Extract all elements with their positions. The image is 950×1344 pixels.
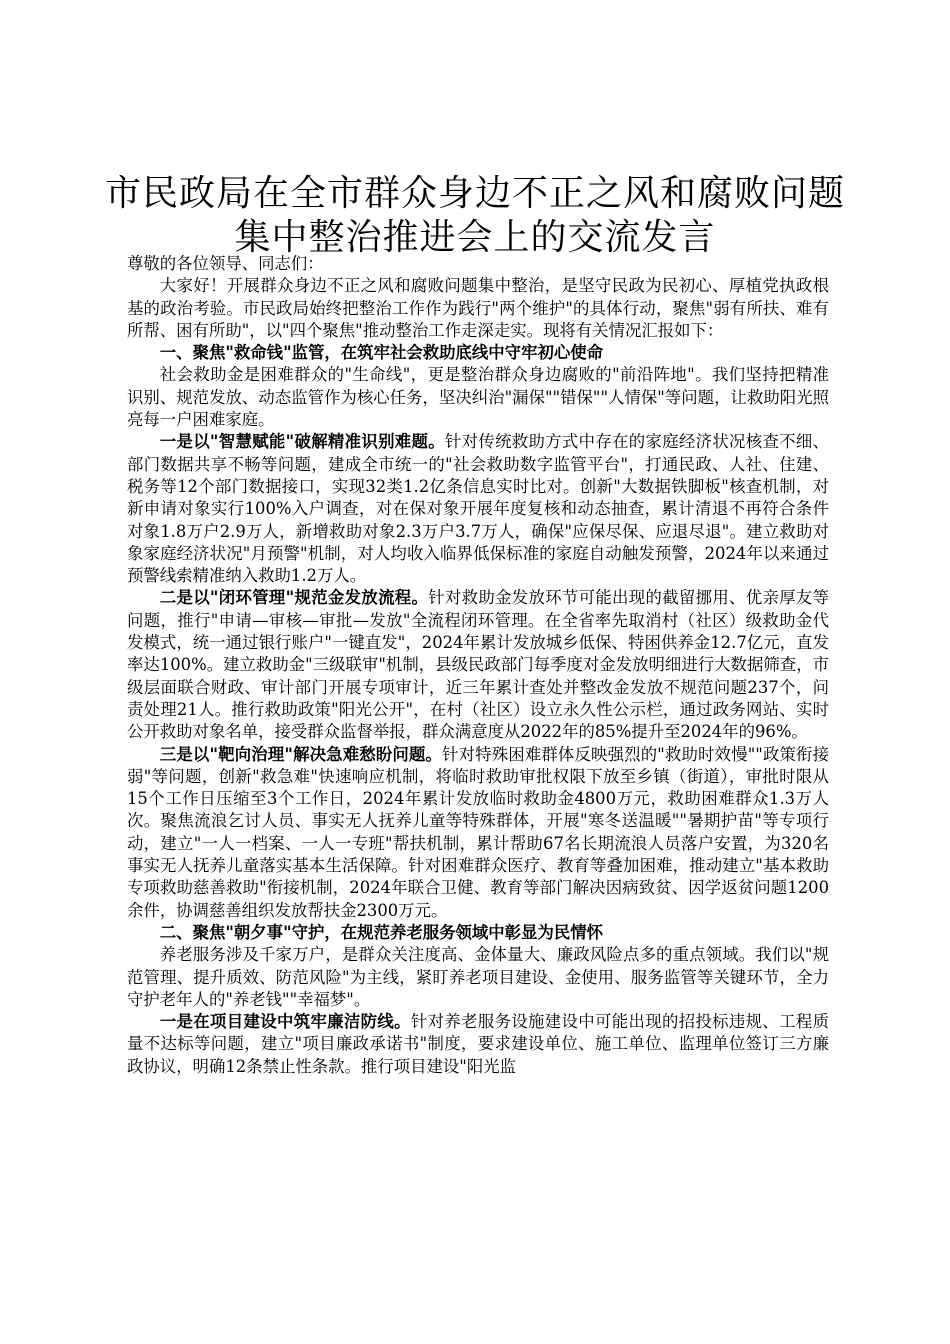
section-1-item-3-lead: 三是以"靶向治理"解决急难愁盼问题。 <box>159 744 443 764</box>
section-1-item-2-text: 针对救助金发放环节可能出现的截留挪用、优亲厚友等问题，推行"申请—审核—审批—发放"全流程闭环管理。在全省率先取消村（社区）级救助金代发模式，统一通过银行账户"一键直发"，2024年累计发放城乡低保、特困供养金12.7亿元，直发率达100%。建立救助金"三级联审"机制，县级民政部门每季度对金发放明细进行大数据筛查，市级层面联合财政、审计部门开展专项审计，近三年累计查处并整改金发放不规范问题237个，问责处理21人。推行救助政策"阳光公开"，在村（社区）设立永久性公示栏，通过政务网站、实时公开救助对象名单，接受群众监督举报，群众满意度从2022年的85%提升至2024年的96%。 <box>127 588 830 742</box>
salutation: 尊敬的各位领导、同志们： <box>127 254 324 273</box>
section-1-item-3-text: 针对特殊困难群体反映强烈的"救助时效慢""政策衔接弱"等问题，创新"救急难"快速响应机制，将临时救助审批权限下放至乡镇（街道），审批时限从15个工作日压缩至3个工作日，2024年累计发放临时救助金4800万元，救助困难群众1.3万人次。聚焦流浪乞讨人员、事实无人抚养儿童等特殊群体，开展"寒冬送温暖""暑期护苗"等专项行动，建立"一人一档案、一人一专班"帮扶机制，累计帮助67名长期流浪人员落户安置，为320名事实无人抚养儿童落实基本生活保障。针对困难群众医疗、教育等叠加困难，推动建立"基本救助专项救助慈善救助"衔接机制，2024年联合卫健、教育等部门解决因病致贫、因学返贫问题1200余件，协调慈善组织发放帮扶金2300万元。 <box>127 744 830 920</box>
section-1-item-1-lead: 一是以"智慧赋能"破解精准识别难题。 <box>159 432 445 452</box>
title-line-1: 市民政局在全市群众身边不正之风和腐败问题 <box>104 173 845 214</box>
document-body <box>127 253 829 1078</box>
section-1-item-3 <box>127 744 829 922</box>
section-2-intro: 养老服务涉及千家万户，是群众关注度高、金体量大、廉政风险点多的重点领域。我们以"规范管理、提升质效、防范风险"为主线，紧盯养老项目建设、金使用、服务监管等关键环节，全力守护老年人的"养老钱""幸福梦"。 <box>127 945 829 1009</box>
section-1-item-1-text: 针对传统救助方式中存在的家庭经济状况核查不细、部门数据共享不畅等问题，建成全市统一的"社会救助数字监管平台"，打通民政、人社、住建、税务等12个部门数据接口，实现32类1.2亿条信息实时比对。创新"大数据铁脚板"核查机制，对新申请对象实行100%入户调查，对在保对象开展年度复核和动态抽查，累计清退不再符合条件对象1.8万户2.9万人，新增救助对象2.3万户3.7万人，确保"应保尽保、应退尽退"。建立救助对象家庭经济状况"月预警"机制，对人均收入临界低保标准的家庭自动触发预警，2024年以来通过预警线索精准纳入救助1.2万人。 <box>127 432 830 586</box>
section-2-heading: 二、聚焦"朝夕事"守护，在规范养老服务领域中彰显为民情怀 <box>159 922 604 942</box>
section-1-intro: 社会救助金是困难群众的"生命线"，更是整治群众身边腐败的"前沿阵地"。我们坚持把精准识别、规范发放、动态监管作为核心任务，坚决纠治"漏保""错保""人情保"等问题，让救助阳光照亮每一户困难家庭。 <box>127 365 829 430</box>
section-1-heading: 一、聚焦"救命钱"监管，在筑牢社会救助底线中守牢初心使命 <box>159 343 604 363</box>
section-1-item-2 <box>127 587 829 743</box>
document-title <box>100 172 850 260</box>
section-2-item-1-text: 针对养老服务设施建设中可能出现的招投标违规、工程质量不达标等问题，建立"项目廉政承诺书"制度，要求建设单位、施工单位、监理单位签订三方廉政协议，明确12条禁止性条款。推行项目建设"阳光监 <box>127 1012 830 1076</box>
title-line-2: 集中整治推进会上的交流发言 <box>234 217 716 258</box>
intro-paragraph: 大家好！开展群众身边不正之风和腐败问题集中整治，是坚守民政为民初心、厚植党执政根基的政治考验。市民政局始终把整治工作作为践行"两个维护"的具体行动，聚焦"弱有所扶、难有所帮、困有所助"，以"四个聚焦"推动整治工作走深走实。现将有关情况汇报如下： <box>127 276 829 340</box>
section-1-item-2-lead: 二是以"闭环管理"规范金发放流程。 <box>159 588 429 608</box>
section-1-item-1 <box>127 431 829 587</box>
section-2-item-1 <box>127 1011 829 1078</box>
section-2-item-1-lead: 一是在项目建设中筑牢廉洁防线。 <box>159 1012 411 1032</box>
